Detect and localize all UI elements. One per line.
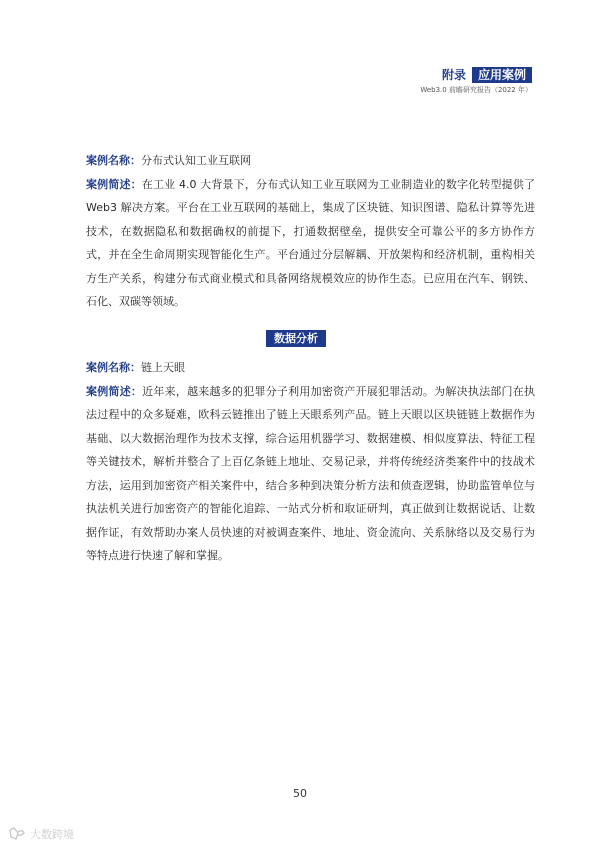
case-description-label: 案例简述： (86, 177, 142, 191)
case-name-label: 案例名称： (86, 154, 141, 167)
page-number: 50 (293, 787, 307, 800)
case-block-2 (65, 356, 535, 568)
case-description-text: 在工业 4.0 大背景下，分布式认知工业互联网为工业制造业的数字化转型提供了 Web3 解决方案。平台在工业互联网的基础上，集成了区块链、知识图谱、隐私计算等先进技术，在数据隐私和数据确权的前提下，打通数据壁垒，提供安全可靠公平的多方协作方式，并在全生命周期实现智能化生产。平台通过分层解耦、开放架构和经济机制，重构相关方生产关系，构建分布式商业模式和具备网络规模效应的协作生态。已应用在汽车、钢铁、石化、双碳等领域。 (86, 177, 536, 308)
section-title-badge: 数据分析 (266, 330, 326, 347)
case-name-value: 链上天眼 (141, 361, 185, 374)
case-description (65, 380, 535, 568)
case-block-1 (65, 149, 535, 314)
case-name-line (65, 356, 535, 380)
watermark-text: 大数跨境 (30, 828, 74, 841)
case-description-text: 近年来，越来越多的犯罪分子利用加密资产开展犯罪活动。为解决执法部门在执法过程中的众多疑难，欧科云链推出了链上天眼系列产品。链上天眼以区块链链上数据作为基础、以大数据治理作为技术支撑，综合运用机器学习、数据建模、相似度算法、特征工程等关键技术，解析并整合了上百亿条链上地址、交易记录，并将传统经济类案件中的技战术方法，运用到加密资产相关案件中，结合多种到决策分析方法和侦查逻辑，协助监管单位与执法机关进行加密资产的智能化追踪、一站式分析和取证研判，真正做到让数据说话、让数据作证，有效帮助办案人员快速的对被调查案件、地址、资金流向、关系脉络以及交易行为等特点进行快速了解和掌握。 (86, 384, 535, 562)
page-header (420, 66, 532, 95)
header-section-badge: 应用案例 (472, 67, 532, 83)
header-title-row (420, 66, 532, 83)
watermark-logo-icon (8, 827, 26, 841)
case-name-label: 案例名称： (86, 361, 141, 374)
case-name-line (65, 149, 535, 173)
watermark (8, 826, 74, 842)
case-name-value: 分布式认知工业互联网 (141, 154, 251, 167)
case-description-label: 案例简述： (86, 384, 143, 398)
case-description (65, 173, 535, 314)
header-subtitle: Web3.0 前瞻研究报告（2022 年） (420, 86, 532, 94)
header-appendix-label: 附录 (441, 68, 466, 82)
